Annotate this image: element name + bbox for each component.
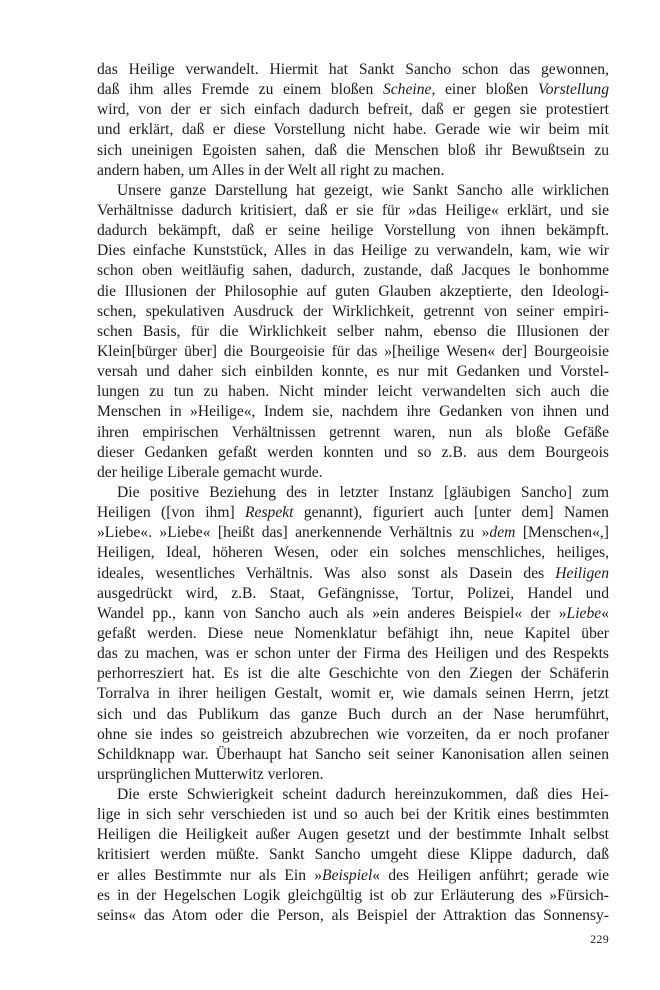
text-line: Heiligen die Heiligkeit außer Augen gesetzt und der bestimmte Inhalt selbst xyxy=(97,826,609,844)
text-line: versah und daher sich einbilden konnte, es nur mit Gedanken und Vorstel- xyxy=(97,363,609,381)
text-line: ohne sie indes so geistreich abzubrechen wie vorzeiten, da er noch profaner xyxy=(97,725,609,743)
text-line: Verhältnisse dadurch kritisiert, daß er sie für »das Heilige« erklärt, und sie xyxy=(97,201,609,219)
body-text xyxy=(97,60,609,926)
text-line: er alles Bestimmte nur als Ein »Beispiel« des Heiligen anführt; gerade wie xyxy=(97,866,609,884)
text-line: andern haben, um Alles in der Welt all right zu machen. xyxy=(97,161,445,179)
text-line: Menschen in »Heilige«, Indem sie, nachdem ihre Gedanken von ihnen und xyxy=(97,403,609,421)
text-line: das Heilige verwandelt. Hiermit hat Sankt Sancho schon das gewonnen, xyxy=(97,61,609,78)
text-line: ihren empirischen Verhältnissen getrennt waren, nun als bloße Gefäße xyxy=(97,423,609,441)
text-line: und erklärt, daß er diese Vorstellung nicht habe. Gerade wie wir beim mit xyxy=(97,121,609,139)
text-line: das zu machen, was er schon unter der Firma des Heiligen und des Respekts xyxy=(97,645,609,663)
text-line: dadurch bekämpft, daß er seine heilige Vorstellung von ihnen bekämpft. xyxy=(97,222,609,240)
text-line: dieser Gedanken gefaßt werden konnten und so z.B. aus dem Bourgeois xyxy=(97,443,609,461)
text-line: daß ihm alles Fremde zu einem bloßen Scheine, einer bloßen Vorstellung xyxy=(97,81,609,99)
text-line: schon oben weitläufig sahen, dadurch, zustande, daß Jacques le bonhomme xyxy=(97,262,609,280)
text-line: sich und das Publikum das ganze Buch durch an der Nase herumführt, xyxy=(97,705,609,723)
text-line: gefaßt werden. Diese neue Nomenklatur befähigt ihn, neue Kapitel über xyxy=(97,624,609,642)
text-line: schen Basis, für die Wirklichkeit selber nahm, ebenso die Illusionen der xyxy=(97,322,609,340)
text-line: Schildknapp war. Überhaupt hat Sancho seit seiner Kanonisation allen seinen xyxy=(97,745,609,763)
text-line: Die erste Schwierigkeit scheint dadurch hereinzukommen, daß dies Hei- xyxy=(117,786,609,804)
text-line: der heilige Liberale gemacht wurde. xyxy=(97,463,323,481)
text-line: ausgedrückt wird, z.B. Staat, Gefängnisse, Tortur, Polizei, Handel und xyxy=(97,584,609,602)
text-line: seins« das Atom oder die Person, als Beispiel der Attraktion das Sonnensy- xyxy=(97,906,609,924)
text-line: Die positive Beziehung des in letzter Instanz [gläubigen Sancho] zum xyxy=(117,483,609,501)
text-line: lungen zu tun zu haben. Nicht minder leicht verwandelten sich auch die xyxy=(97,383,609,401)
text-line: »Liebe«. »Liebe« [heißt das] anerkennende Verhältnis zu »dem [Menschen«,] xyxy=(97,524,609,542)
text-line: ursprünglichen Mutterwitz verloren. xyxy=(97,765,324,783)
text-line: wird, von der er sich einfach dadurch befreit, daß er gegen sie protestiert xyxy=(97,101,609,119)
page-number: 229 xyxy=(590,932,609,946)
text-line: Heiligen ([von ihm] Respekt genannt), figuriert auch [unter dem] Namen xyxy=(97,504,609,522)
text-line: ideales, wesentliches Verhältnis. Was also sonst als Dasein des Heiligen xyxy=(97,564,609,582)
text-line: schen, spekulativen Ausdruck der Wirklichkeit, getrennt von seiner empiri- xyxy=(97,302,609,320)
text-line: es in der Hegelschen Logik gleichgültig ist ob zur Erläuterung des »Fürsich- xyxy=(97,886,609,904)
text-line: lige in sich sehr verschieden ist und so auch bei der Kritik eines bestimmten xyxy=(97,806,609,824)
text-line: Dies einfache Kunststück, Alles in das Heilige zu verwandeln, kam, wie wir xyxy=(97,242,609,260)
text-line: Klein[bürger über] die Bourgeoisie für das »[heilige Wesen« der] Bourgeoisie xyxy=(97,342,609,360)
text-line: Heiligen, Ideal, höheren Wesen, oder ein solches menschliches, heiliges, xyxy=(97,544,609,562)
text-line: Unsere ganze Darstellung hat gezeigt, wie Sankt Sancho alle wirklichen xyxy=(117,181,609,199)
text-line: die Illusionen der Philosophie auf guten Glauben akzeptierte, den Ideologi- xyxy=(97,282,609,300)
text-line: perhorresziert hat. Es ist die alte Geschichte von den Ziegen der Schäferin xyxy=(97,665,609,683)
text-line: Torralva in ihrer heiligen Gestalt, womit er, wie damals seinen Herrn, jetzt xyxy=(97,685,609,703)
text-line: kritisiert werden müßte. Sankt Sancho umgeht diese Klippe dadurch, daß xyxy=(97,846,609,864)
text-line: sich uneinigen Egoisten sahen, daß die Menschen bloß ihr Bewußtsein zu xyxy=(97,141,609,159)
text-line: Wandel pp., kann von Sancho auch als »ein anderes Beispiel« der »Liebe« xyxy=(97,604,609,622)
